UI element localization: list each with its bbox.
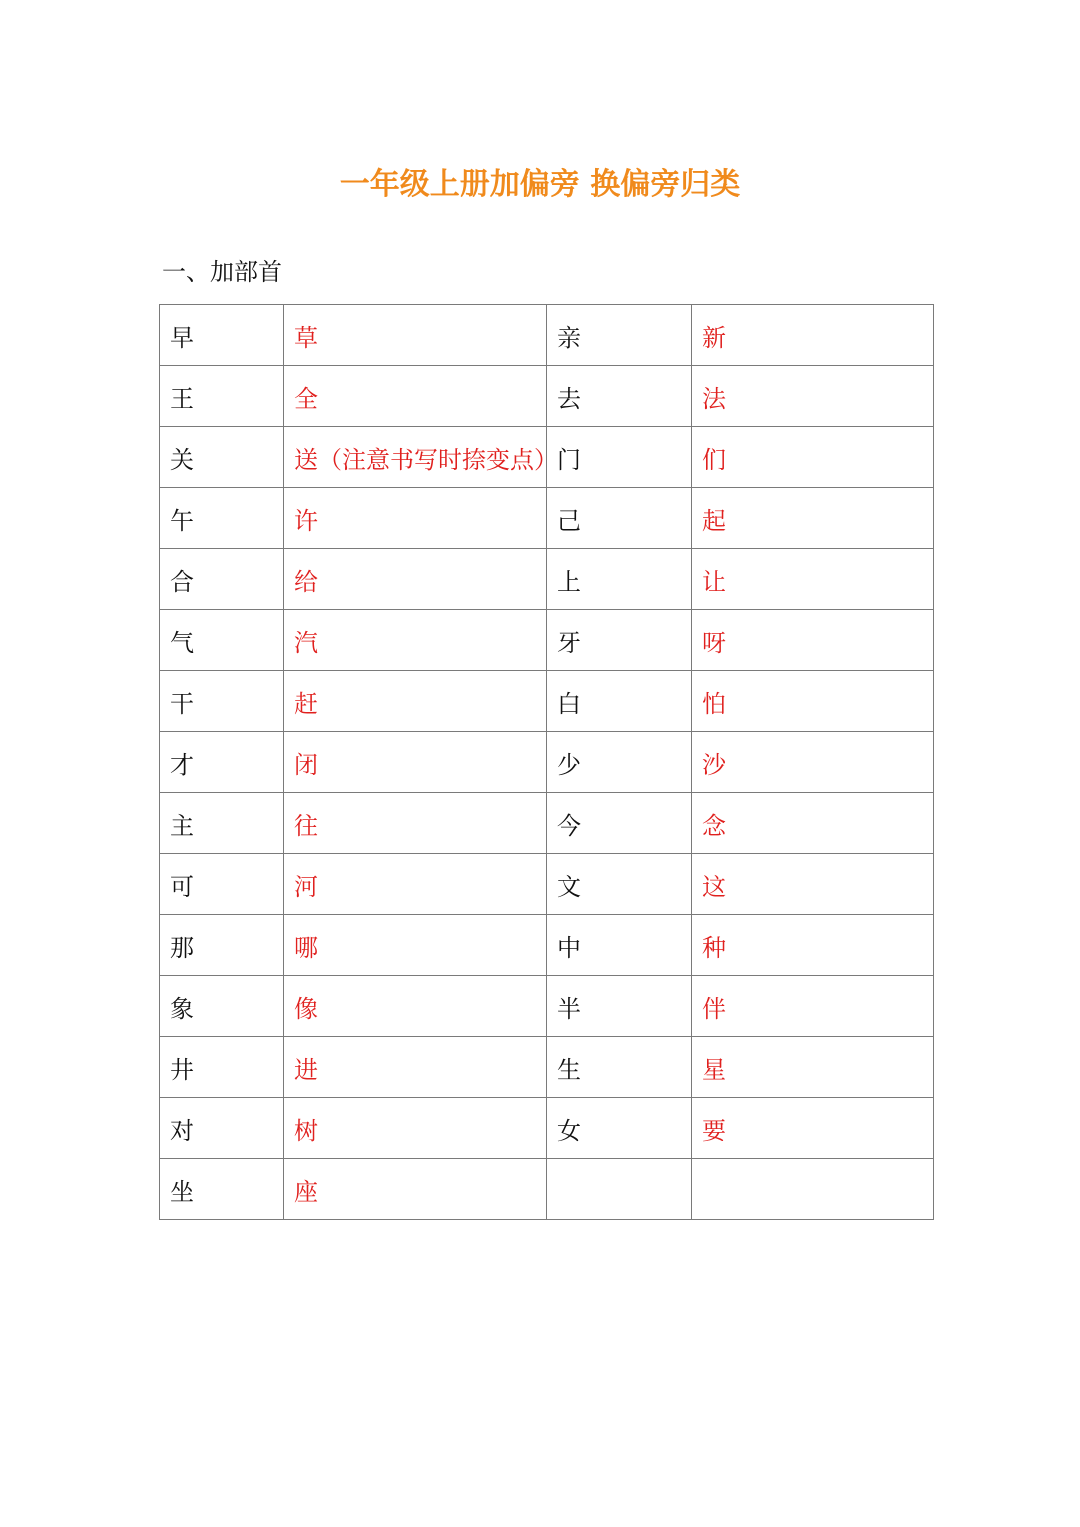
derived-char-cell: 进 xyxy=(284,1037,547,1098)
table-row xyxy=(160,488,934,549)
derived-char-cell: 种 xyxy=(692,915,934,976)
base-char-cell: 对 xyxy=(160,1098,284,1159)
base-char-cell: 半 xyxy=(547,976,692,1037)
table-row xyxy=(160,427,934,488)
table-row xyxy=(160,305,934,366)
derived-char-cell: 要 xyxy=(692,1098,934,1159)
base-char-cell: 井 xyxy=(160,1037,284,1098)
table-row xyxy=(160,1037,934,1098)
table-row xyxy=(160,610,934,671)
base-char-cell: 才 xyxy=(160,732,284,793)
derived-char-cell: 星 xyxy=(692,1037,934,1098)
derived-char-cell: 汽 xyxy=(284,610,547,671)
base-char-cell xyxy=(547,1159,692,1220)
derived-char-cell: 呀 xyxy=(692,610,934,671)
base-char-cell: 那 xyxy=(160,915,284,976)
table-row xyxy=(160,671,934,732)
base-char-cell: 气 xyxy=(160,610,284,671)
table-row xyxy=(160,854,934,915)
radical-table xyxy=(159,304,934,1220)
base-char-cell: 早 xyxy=(160,305,284,366)
table-row xyxy=(160,976,934,1037)
derived-char-cell: 许 xyxy=(284,488,547,549)
derived-char-cell: 们 xyxy=(692,427,934,488)
derived-char-cell: 让 xyxy=(692,549,934,610)
base-char-cell: 象 xyxy=(160,976,284,1037)
derived-char-cell: 新 xyxy=(692,305,934,366)
derived-char-cell: 往 xyxy=(284,793,547,854)
section-heading: 一、加部首 xyxy=(162,258,282,286)
derived-char-cell: 给 xyxy=(284,549,547,610)
table-row xyxy=(160,915,934,976)
base-char-cell: 中 xyxy=(547,915,692,976)
derived-char-cell: 起 xyxy=(692,488,934,549)
derived-char-cell: 树 xyxy=(284,1098,547,1159)
base-char-cell: 坐 xyxy=(160,1159,284,1220)
derived-char-cell: 法 xyxy=(692,366,934,427)
base-char-cell: 今 xyxy=(547,793,692,854)
base-char-cell: 可 xyxy=(160,854,284,915)
derived-char-cell: 草 xyxy=(284,305,547,366)
derived-char-cell: 全 xyxy=(284,366,547,427)
table-row xyxy=(160,732,934,793)
table-row xyxy=(160,366,934,427)
table-row xyxy=(160,1159,934,1220)
base-char-cell: 关 xyxy=(160,427,284,488)
derived-char-cell: 念 xyxy=(692,793,934,854)
base-char-cell: 上 xyxy=(547,549,692,610)
base-char-cell: 生 xyxy=(547,1037,692,1098)
derived-char-cell: 送（注意书写时捺变点） xyxy=(284,427,547,488)
base-char-cell: 牙 xyxy=(547,610,692,671)
derived-char-cell: 赶 xyxy=(284,671,547,732)
derived-char-cell: 伴 xyxy=(692,976,934,1037)
derived-char-cell: 闭 xyxy=(284,732,547,793)
table-row xyxy=(160,549,934,610)
table-row xyxy=(160,793,934,854)
base-char-cell: 女 xyxy=(547,1098,692,1159)
base-char-cell: 干 xyxy=(160,671,284,732)
base-char-cell: 己 xyxy=(547,488,692,549)
derived-char-cell: 像 xyxy=(284,976,547,1037)
derived-char-cell xyxy=(692,1159,934,1220)
base-char-cell: 少 xyxy=(547,732,692,793)
base-char-cell: 去 xyxy=(547,366,692,427)
derived-char-cell: 座 xyxy=(284,1159,547,1220)
table-row xyxy=(160,1098,934,1159)
base-char-cell: 门 xyxy=(547,427,692,488)
derived-char-cell: 怕 xyxy=(692,671,934,732)
derived-char-cell: 哪 xyxy=(284,915,547,976)
base-char-cell: 文 xyxy=(547,854,692,915)
page-title: 一年级上册加偏旁 换偏旁归类 xyxy=(339,167,741,202)
derived-char-cell: 河 xyxy=(284,854,547,915)
base-char-cell: 主 xyxy=(160,793,284,854)
derived-char-cell: 沙 xyxy=(692,732,934,793)
base-char-cell: 午 xyxy=(160,488,284,549)
base-char-cell: 合 xyxy=(160,549,284,610)
base-char-cell: 王 xyxy=(160,366,284,427)
base-char-cell: 亲 xyxy=(547,305,692,366)
derived-char-cell: 这 xyxy=(692,854,934,915)
base-char-cell: 白 xyxy=(547,671,692,732)
